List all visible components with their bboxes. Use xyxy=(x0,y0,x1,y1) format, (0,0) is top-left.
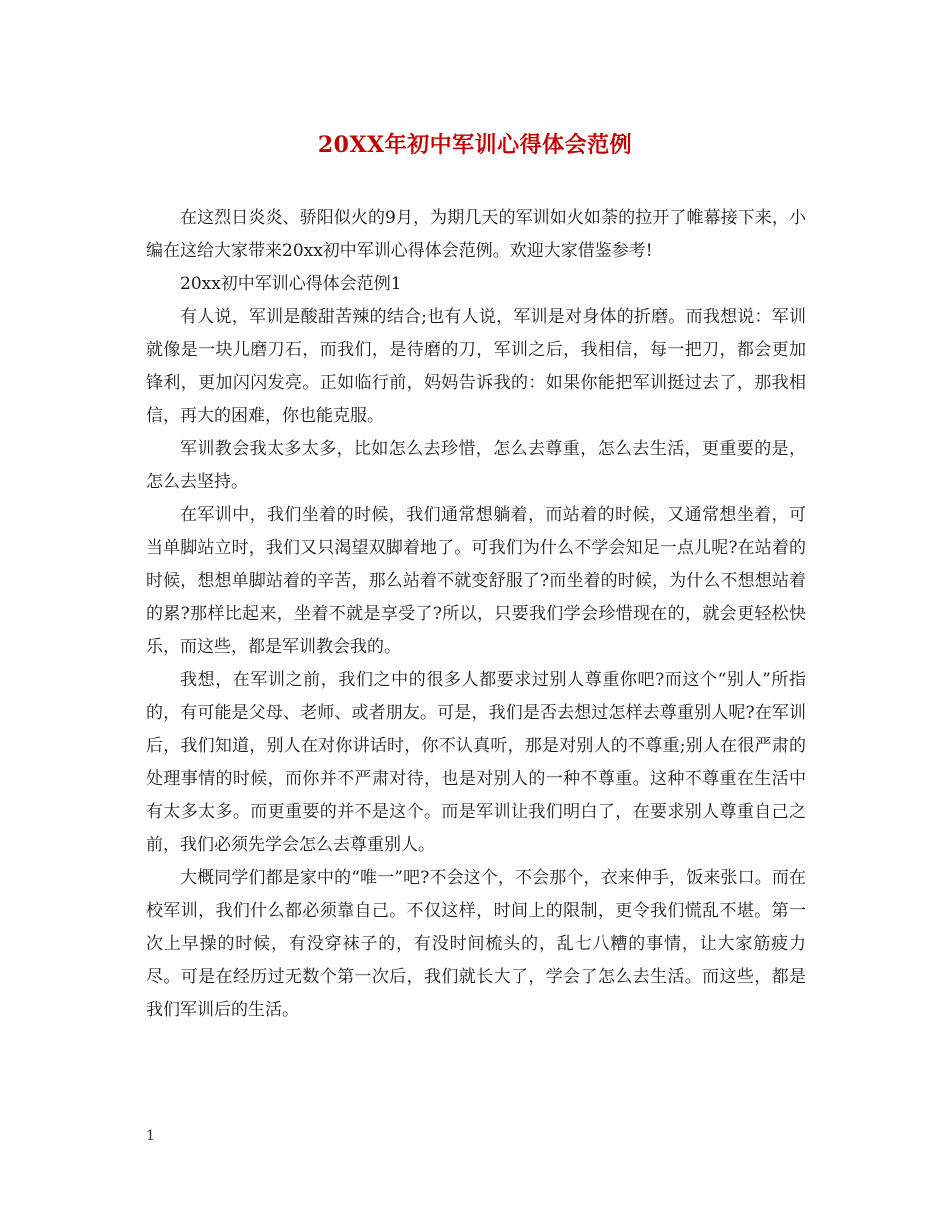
paragraph: 大概同学们都是家中的“唯一”吧?不会这个，不会那个，衣来伸手，饭来张口。而在校军训，我们什么都必须靠自己。不仅这样，时间上的限制，更令我们慌乱不堪。第一次上早操的时候，有没穿袜子的，有没时间梳头的，乱七八糟的事情，让大家筋疲力尽。可是在经历过无数个第一次后，我们就长大了，学会了怎么去生活。而这些，都是我们军训后的生活。 xyxy=(146,868,806,1020)
document-title: 20XX年初中军训心得体会范例 xyxy=(317,132,633,158)
paragraph: 我想，在军训之前，我们之中的很多人都要求过别人尊重你吧?而这个“别人”所指的，有可能是父母、老师、或者朋友。可是，我们是否去想过怎样去尊重别人呢?在军训后，我们知道，别人在对你讲话时，你不认真听，那是对别人的不尊重;别人在很严肃的处理事情的时候，而你并不严肃对待，也是对别人的一种不尊重。这种不尊重在生活中有太多太多。而更重要的并不是这个。而是军训让我们明白了，在要求别人尊重自己之前，我们必须先学会怎么去尊重别人。 xyxy=(146,670,806,855)
paragraph-intro: 在这烈日炎炎、骄阳似火的9月，为期几天的军训如火如荼的拉开了帷幕接下来，小编在这给大家带来20xx初中军训心得体会范例。欢迎大家借鉴参考! xyxy=(146,208,806,261)
document-body xyxy=(146,202,806,1027)
paragraph: 军训教会我太多太多，比如怎么去珍惜，怎么去尊重，怎么去生活，更重要的是，怎么去坚持。 xyxy=(146,439,806,492)
paragraph: 有人说，军训是酸甜苦辣的结合;也有人说，军训是对身体的折磨。而我想说：军训就像是一块儿磨刀石，而我们，是待磨的刀，军训之后，我相信，每一把刀，都会更加锋利，更加闪闪发亮。正如临行前，妈妈告诉我的：如果你能把军训挺过去了，那我相信，再大的困难，你也能克服。 xyxy=(146,307,806,426)
paragraph: 在军训中，我们坐着的时候，我们通常想躺着，而站着的时候，又通常想坐着，可当单脚站立时，我们又只渴望双脚着地了。可我们为什么不学会知足一点儿呢?在站着的时候，想想单脚站着的辛苦，那么站着不就变舒服了?而坐着的时候，为什么不想想站着的累?那样比起来，坐着不就是享受了?所以，只要我们学会珍惜现在的，就会更轻松快乐，而这些，都是军训教会我的。 xyxy=(146,505,806,657)
section-heading: 20xx初中军训心得体会范例1 xyxy=(180,274,402,294)
page-number: 1 xyxy=(146,1128,155,1144)
